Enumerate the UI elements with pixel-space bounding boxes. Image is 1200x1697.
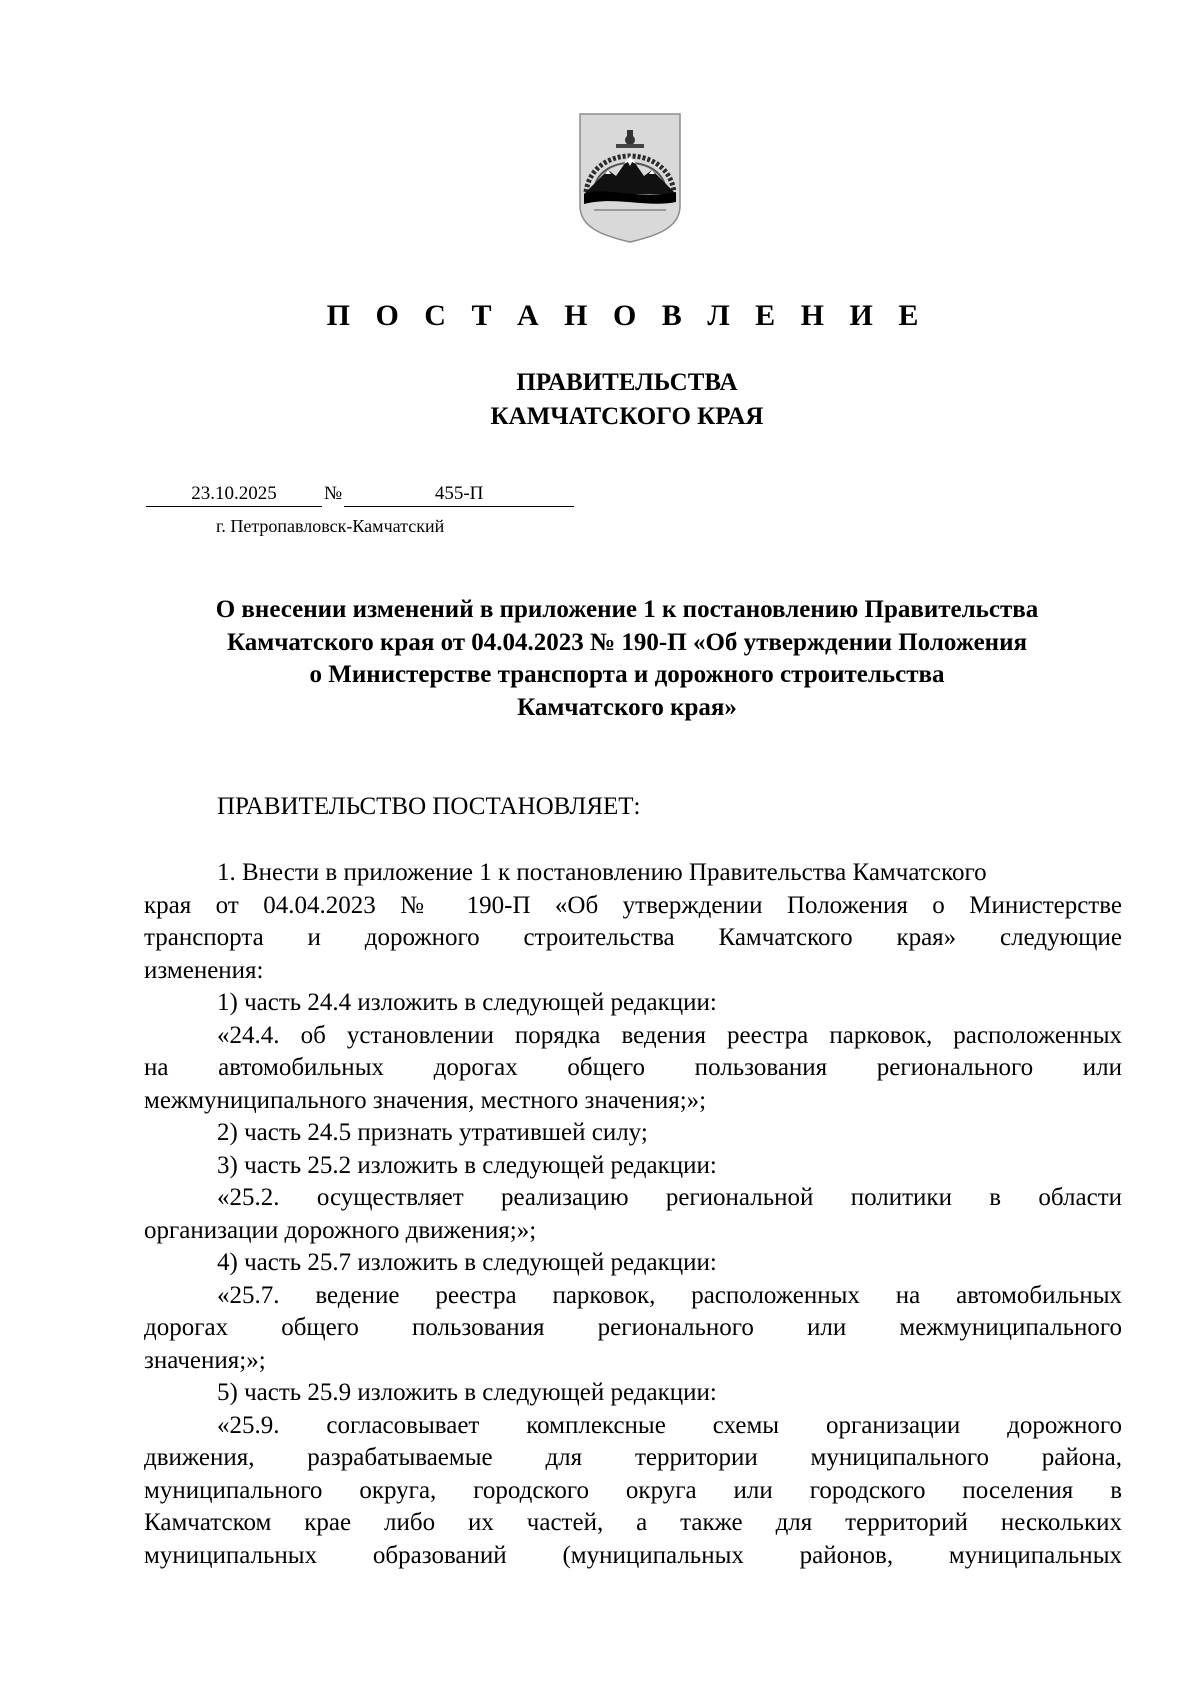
body-line: значения;»;: [144, 1346, 266, 1374]
body-line: 1. Внести в приложение 1 к постановлению Правительства Камчатского: [217, 859, 987, 886]
body-line: изменения:: [144, 956, 264, 984]
document-type-title: П О С Т А Н О В Л Е Н И Е: [326, 299, 928, 332]
subject-line: О внесении изменений в приложение 1 к постановлению Правительства: [215, 596, 1039, 623]
subject-line: о Министерстве транспорта и дорожного строительства: [309, 661, 945, 688]
coat-of-arms-emblem: [576, 110, 684, 246]
body-line: «25.2. осуществляет реализацию региональной политики в области: [217, 1184, 1122, 1211]
body-line: муниципальных образований (муниципальных районов, муниципальных: [144, 1541, 1122, 1569]
body-line: 2) часть 24.5 признать утратившей силу;: [217, 1119, 648, 1146]
body-line: муниципального округа, городского округа или городского поселения в: [144, 1476, 1122, 1504]
document-number: 455-П: [344, 482, 574, 507]
subject-line: Камчатского края»: [517, 693, 737, 721]
body-line: организации дорожного движения;»;: [144, 1216, 537, 1244]
body-line: «25.7. ведение реестра парковок, расположенных на автомобильных: [217, 1281, 1122, 1309]
body-line: края от 04.04.2023 № 190-П «Об утверждении Положения о Министерстве: [144, 891, 1122, 919]
body-line: транспорта и дорожного строительства Камчатского края» следующие: [144, 924, 1122, 951]
body-line: «24.4. об установлении порядка ведения реестра парковок, расположенных: [217, 1021, 1122, 1049]
number-sign: №: [324, 483, 343, 504]
body-line: межмуниципального значения, местного значения;»;: [144, 1086, 707, 1114]
resolution-heading: ПРАВИТЕЛЬСТВО ПОСТАНОВЛЯЕТ:: [217, 793, 641, 820]
body-line: «25.9. согласовывает комплексные схемы организации дорожного: [217, 1411, 1122, 1439]
body-line: движения, разрабатываемые для территории муниципального района,: [144, 1444, 1122, 1471]
city-line: г. Петропавловск-Камчатский: [216, 516, 445, 536]
issuer-line: ПРАВИТЕЛЬСТВА: [516, 369, 738, 396]
body-line: на автомобильных дорогах общего пользования регионального или: [144, 1054, 1122, 1081]
issuer-block: [0, 366, 1200, 434]
document-date: 23.10.2025: [146, 482, 322, 507]
subject-line: Камчатского края от 04.04.2023 № 190-П «Об утверждении Положения: [227, 628, 1027, 656]
body-line: 4) часть 25.7 изложить в следующей редакции:: [217, 1249, 717, 1276]
body-line: 3) часть 25.2 изложить в следующей редакции:: [217, 1151, 717, 1179]
body-line: 1) часть 24.4 изложить в следующей редакции:: [217, 989, 717, 1016]
body-line: Камчатском крае либо их частей, а также для территорий нескольких: [144, 1509, 1122, 1536]
document-subject: [0, 594, 1200, 724]
issuer-line: КАМЧАТСКОГО КРАЯ: [490, 403, 764, 430]
body-line: дорогах общего пользования регионального или межмуниципального: [144, 1314, 1122, 1341]
date-number-line: [146, 480, 574, 508]
document-body: [144, 857, 1122, 1572]
body-line: 5) часть 25.9 изложить в следующей редакции:: [217, 1379, 717, 1406]
